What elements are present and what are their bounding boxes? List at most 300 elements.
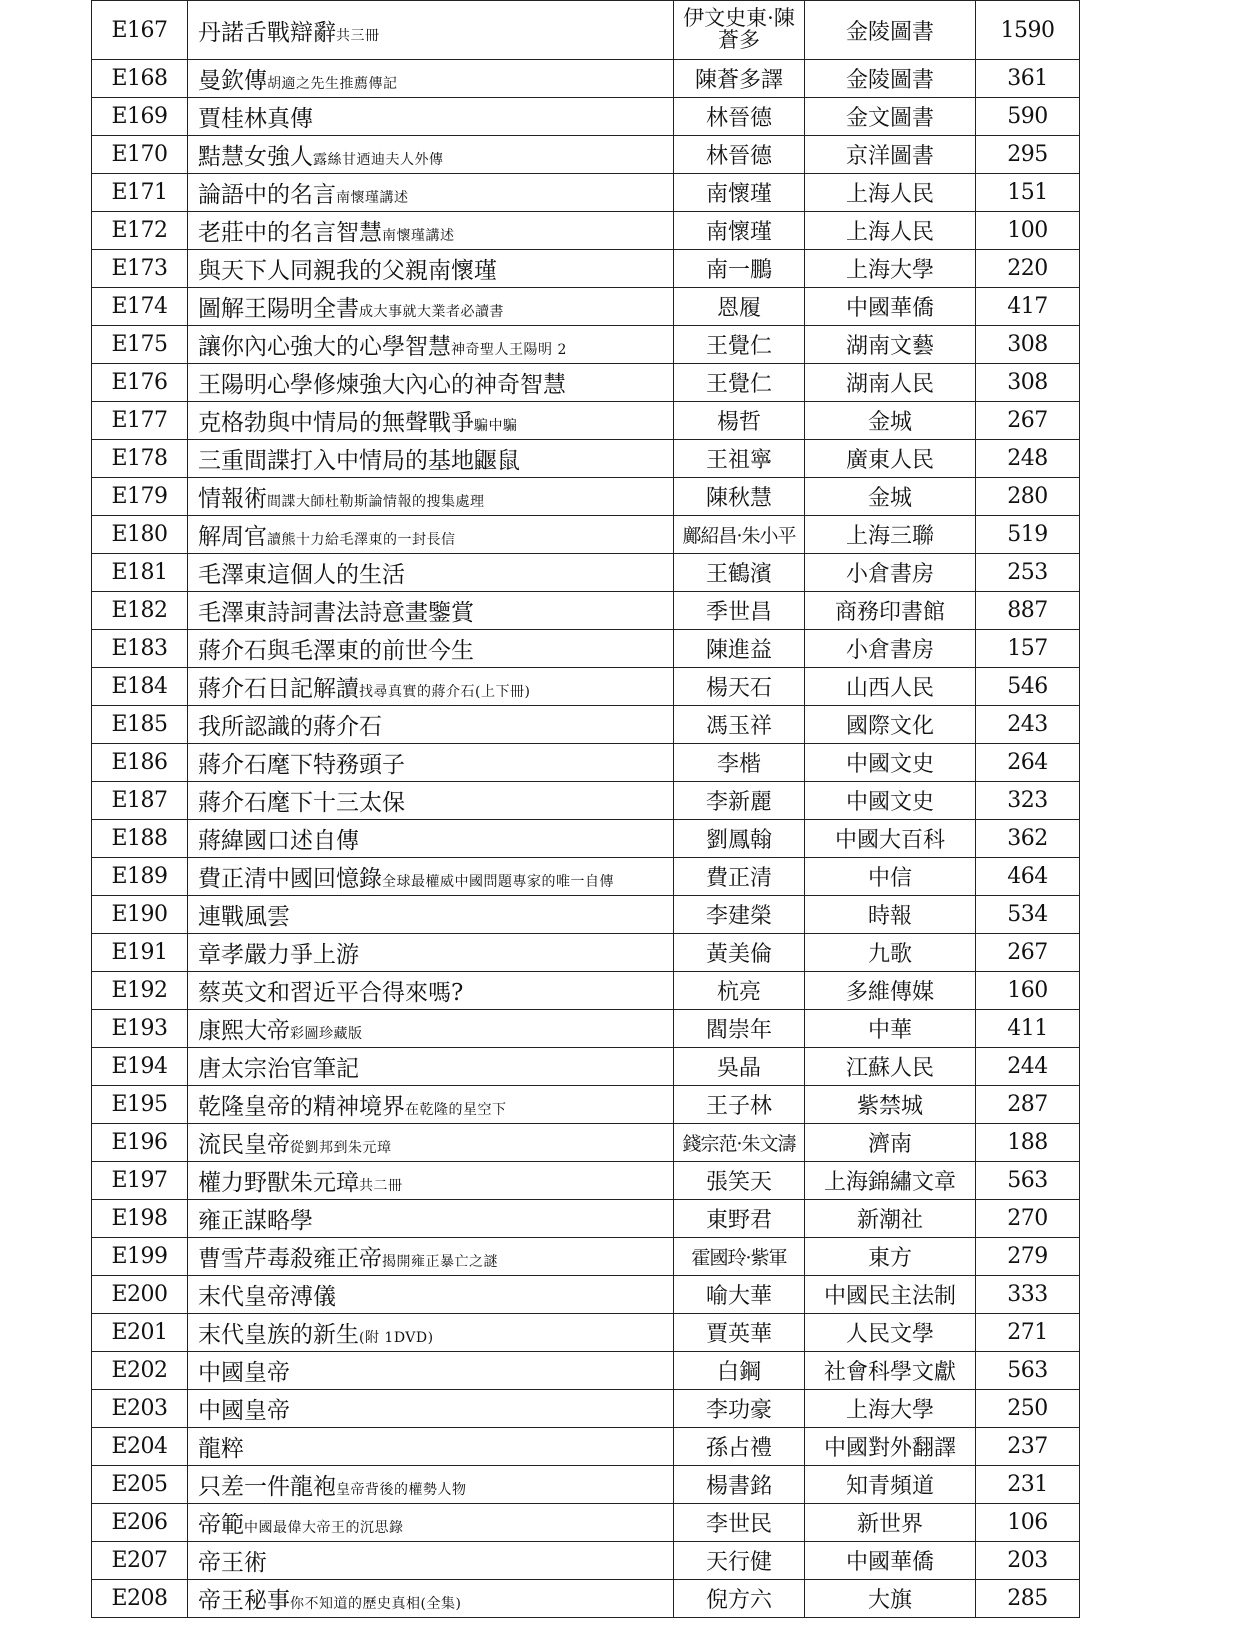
book-publisher-cell: 金文圖書 [805,98,976,136]
book-title: 帝王術 [198,1550,267,1576]
book-author: 霍國玲·紫軍 [691,1247,787,1269]
book-author-cell [674,364,805,402]
book-author-cell [674,820,805,858]
book-subtitle: 讀熊十力給毛澤東的一封長信 [267,532,456,548]
book-pages-cell: 220 [976,250,1080,288]
book-title: 流民皇帝 [198,1132,290,1158]
table-row [92,1238,1080,1276]
book-pages-cell: 106 [976,1504,1080,1542]
book-publisher-cell: 金城 [805,402,976,440]
book-author: 陳秋慧 [705,486,772,511]
book-author-cell [674,896,805,934]
book-id-cell: E193 [92,1010,188,1048]
book-title: 只差一件龍袍 [198,1474,336,1500]
book-title-cell [188,668,674,706]
book-publisher-cell: 新世界 [805,1504,976,1542]
book-id-cell: E197 [92,1162,188,1200]
table-row [92,896,1080,934]
book-title: 論語中的名言 [198,182,336,208]
book-title: 克格勃與中情局的無聲戰爭 [198,410,474,436]
book-id-cell: E178 [92,440,188,478]
book-id-cell: E176 [92,364,188,402]
book-title-cell [188,1010,674,1048]
book-pages-cell: 287 [976,1086,1080,1124]
book-title-cell [188,934,674,972]
book-publisher-cell: 東方 [805,1238,976,1276]
book-author: 陳蒼多譯 [694,68,783,93]
book-title-cell [188,820,674,858]
book-publisher-cell: 上海三聯 [805,516,976,554]
book-title-cell [188,554,674,592]
book-title-cell [188,1276,674,1314]
book-id-cell: E204 [92,1428,188,1466]
book-author-cell [674,250,805,288]
book-subtitle: 南懷瑾講述 [382,228,455,244]
book-author: 季世昌 [705,600,772,625]
book-pages-cell: 264 [976,744,1080,782]
book-title: 章孝嚴力爭上游 [198,942,359,968]
book-pages-cell: 887 [976,592,1080,630]
book-subtitle: 神奇聖人王陽明 2 [451,342,567,358]
book-title: 情報術 [198,486,267,512]
table-row [92,858,1080,896]
book-id-cell: E186 [92,744,188,782]
book-pages-cell: 519 [976,516,1080,554]
book-title: 曹雪芹毒殺雍正帝 [198,1246,382,1272]
book-id-cell: E174 [92,288,188,326]
book-pages-cell: 295 [976,136,1080,174]
book-pages-cell: 285 [976,1580,1080,1618]
book-title-cell [188,136,674,174]
book-pages-cell: 546 [976,668,1080,706]
book-author: 東野君 [705,1208,772,1233]
book-publisher-cell: 大旗 [805,1580,976,1618]
book-title: 曼欽傳 [198,68,267,94]
book-title-cell [188,478,674,516]
book-title-cell [188,744,674,782]
book-title: 蔡英文和習近平合得來嗎? [198,980,464,1006]
book-title-cell [188,896,674,934]
table-row [92,364,1080,402]
book-author-cell [674,1428,805,1466]
book-author-cell [674,1238,805,1276]
book-title-cell [188,174,674,212]
book-author: 伊文史東·陳蒼多 [683,6,795,52]
book-author-cell [674,1276,805,1314]
book-subtitle: 全球最權威中國問題專家的唯一自傳 [382,874,614,890]
book-pages-cell: 534 [976,896,1080,934]
book-author-cell [674,1314,805,1352]
book-title-cell [188,1314,674,1352]
book-publisher-cell: 中信 [805,858,976,896]
book-publisher-cell: 九歌 [805,934,976,972]
book-title-cell [188,1466,674,1504]
book-author: 李楷 [716,752,761,777]
book-title-cell [188,250,674,288]
book-pages-cell: 411 [976,1010,1080,1048]
book-title: 毛澤東這個人的生活 [198,562,405,588]
book-id-cell: E183 [92,630,188,668]
book-title: 賈桂林真傳 [198,106,313,132]
book-publisher-cell: 中國大百科 [805,820,976,858]
book-pages-cell: 157 [976,630,1080,668]
book-author-cell [674,592,805,630]
book-title-cell [188,1504,674,1542]
book-id-cell: E175 [92,326,188,364]
book-pages-cell: 248 [976,440,1080,478]
book-author: 李世民 [705,1512,772,1537]
book-title-cell [188,364,674,402]
book-list-sheet [91,0,1066,1618]
book-pages-cell: 333 [976,1276,1080,1314]
book-subtitle: 彩圖珍藏版 [290,1026,363,1042]
book-pages-cell: 151 [976,174,1080,212]
book-pages-cell: 563 [976,1162,1080,1200]
table-row [92,744,1080,782]
book-title: 蔣緯國口述自傳 [198,828,359,854]
book-author: 張笑天 [705,1170,772,1195]
table-row [92,1314,1080,1352]
book-id-cell: E205 [92,1466,188,1504]
book-publisher-cell: 中華 [805,1010,976,1048]
book-id-cell: E203 [92,1390,188,1428]
book-title-cell [188,1,674,60]
book-table [91,0,1080,1618]
book-publisher-cell: 中國民主法制 [805,1276,976,1314]
book-title: 解周官 [198,524,267,550]
book-pages-cell: 100 [976,212,1080,250]
book-title-cell [188,212,674,250]
book-author-cell [674,934,805,972]
book-title-cell [188,440,674,478]
book-publisher-cell: 上海人民 [805,174,976,212]
book-table-body [92,1,1080,1618]
book-title-cell [188,858,674,896]
book-title: 三重間諜打入中情局的基地鼴鼠 [198,448,520,474]
book-author: 孫占禮 [705,1436,772,1461]
book-subtitle: 中國最偉大帝王的沉思錄 [244,1520,404,1536]
book-author: 王祖寧 [705,448,772,473]
book-subtitle: 共二冊 [359,1178,403,1194]
book-id-cell: E200 [92,1276,188,1314]
book-subtitle: 間諜大師杜勒斯論情報的搜集處理 [267,494,485,510]
book-publisher-cell: 時報 [805,896,976,934]
book-publisher-cell: 紫禁城 [805,1086,976,1124]
book-author-cell [674,516,805,554]
book-id-cell: E172 [92,212,188,250]
book-author-cell [674,1352,805,1390]
book-title: 我所認識的蔣介石 [198,714,382,740]
table-row [92,934,1080,972]
book-pages-cell: 271 [976,1314,1080,1352]
table-row [92,1200,1080,1238]
book-id-cell: E196 [92,1124,188,1162]
book-pages-cell: 361 [976,60,1080,98]
book-title: 與天下人同親我的父親南懷瑾 [198,258,497,284]
book-author: 賈英華 [705,1322,772,1347]
book-title-cell [188,326,674,364]
book-author: 吳晶 [716,1056,761,1081]
book-id-cell: E179 [92,478,188,516]
book-author-cell [674,288,805,326]
book-title: 蔣介石與毛澤東的前世今生 [198,638,474,664]
table-row [92,60,1080,98]
table-row [92,706,1080,744]
book-pages-cell: 279 [976,1238,1080,1276]
table-row [92,630,1080,668]
book-author-cell [674,744,805,782]
book-id-cell: E182 [92,592,188,630]
book-author: 南懷瑾 [705,220,772,245]
book-author-cell [674,478,805,516]
book-subtitle: 你不知道的歷史真相(全集) [290,1596,462,1612]
table-row [92,1010,1080,1048]
book-id-cell: E206 [92,1504,188,1542]
book-title-cell [188,1124,674,1162]
book-title: 費正清中國回憶錄 [198,866,382,892]
book-title-cell [188,288,674,326]
book-title-cell [188,1200,674,1238]
book-subtitle: 成大事就大業者必讀書 [359,304,504,320]
book-title-cell [188,1352,674,1390]
book-author-cell [674,630,805,668]
book-title: 末代皇帝溥儀 [198,1284,336,1310]
book-title-cell [188,972,674,1010]
table-row [92,288,1080,326]
table-row [92,782,1080,820]
book-publisher-cell: 中國對外翻譯 [805,1428,976,1466]
book-author: 馮玉祥 [705,714,772,739]
table-row [92,1504,1080,1542]
book-author: 王鶴濱 [705,562,772,587]
book-title: 黠慧女強人 [198,144,313,170]
book-pages-cell: 464 [976,858,1080,896]
book-author-cell [674,972,805,1010]
book-author: 陳進益 [705,638,772,663]
book-title-cell [188,1390,674,1428]
book-pages-cell: 417 [976,288,1080,326]
book-title-cell [188,402,674,440]
book-id-cell: E167 [92,1,188,60]
table-row [92,136,1080,174]
book-subtitle: 揭開雍正暴亡之謎 [382,1254,498,1270]
book-title: 權力野獸朱元璋 [198,1170,359,1196]
book-author: 楊天石 [705,676,772,701]
book-publisher-cell: 新潮社 [805,1200,976,1238]
book-pages-cell: 188 [976,1124,1080,1162]
book-title: 帝王秘事 [198,1588,290,1614]
book-publisher-cell: 小倉書房 [805,630,976,668]
book-author-cell [674,136,805,174]
book-pages-cell: 590 [976,98,1080,136]
book-title: 丹諾舌戰辯辭 [198,19,336,46]
book-author-cell [674,858,805,896]
book-author-cell [674,1010,805,1048]
table-row [92,972,1080,1010]
book-author: 杭亮 [716,980,761,1005]
book-id-cell: E177 [92,402,188,440]
book-author-cell [674,1124,805,1162]
table-row [92,1352,1080,1390]
book-subtitle: 露絲甘迺迪夫人外傳 [313,152,444,168]
table-row [92,516,1080,554]
book-publisher-cell: 金陵圖書 [805,1,976,60]
book-id-cell: E195 [92,1086,188,1124]
book-author: 李新麗 [705,790,772,815]
book-pages-cell: 1590 [976,1,1080,60]
book-title-cell [188,1580,674,1618]
book-id-cell: E188 [92,820,188,858]
book-author: 費正清 [705,866,772,891]
book-subtitle: 共三冊 [336,27,380,44]
book-title-cell [188,592,674,630]
table-row [92,440,1080,478]
book-publisher-cell: 廣東人民 [805,440,976,478]
book-author-cell [674,1,805,60]
book-author: 王覺仁 [705,334,772,359]
book-author: 楊哲 [716,410,761,435]
book-publisher-cell: 金陵圖書 [805,60,976,98]
book-id-cell: E181 [92,554,188,592]
table-row [92,668,1080,706]
book-id-cell: E198 [92,1200,188,1238]
book-author-cell [674,174,805,212]
book-pages-cell: 323 [976,782,1080,820]
book-author: 王子林 [705,1094,772,1119]
book-author: 閻崇年 [705,1018,772,1043]
book-title-cell [188,1162,674,1200]
book-subtitle: 騙中騙 [474,418,518,434]
book-author: 鄺紹昌·朱小平 [682,525,796,547]
book-id-cell: E192 [92,972,188,1010]
book-pages-cell: 243 [976,706,1080,744]
book-id-cell: E170 [92,136,188,174]
table-row [92,820,1080,858]
book-publisher-cell: 人民文學 [805,1314,976,1352]
table-row [92,402,1080,440]
book-author-cell [674,402,805,440]
book-subtitle: 在乾隆的星空下 [405,1102,507,1118]
book-title-cell [188,1428,674,1466]
book-author-cell [674,212,805,250]
book-pages-cell: 231 [976,1466,1080,1504]
book-id-cell: E168 [92,60,188,98]
book-title: 蔣介石日記解讀 [198,676,359,702]
book-title: 乾隆皇帝的精神境界 [198,1094,405,1120]
book-title: 連戰風雲 [198,904,290,930]
book-pages-cell: 267 [976,934,1080,972]
book-title: 康熙大帝 [198,1018,290,1044]
book-pages-cell: 244 [976,1048,1080,1086]
book-pages-cell: 270 [976,1200,1080,1238]
book-publisher-cell: 社會科學文獻 [805,1352,976,1390]
book-publisher-cell: 上海大學 [805,250,976,288]
book-title: 老莊中的名言智慧 [198,220,382,246]
book-publisher-cell: 湖南人民 [805,364,976,402]
book-pages-cell: 308 [976,326,1080,364]
book-subtitle: (附 1DVD) [359,1330,434,1346]
book-publisher-cell: 知青頻道 [805,1466,976,1504]
book-author: 錢宗范·朱文濤 [682,1133,796,1155]
book-id-cell: E190 [92,896,188,934]
book-id-cell: E191 [92,934,188,972]
table-row [92,174,1080,212]
book-publisher-cell: 多維傳媒 [805,972,976,1010]
table-row [92,212,1080,250]
book-title: 末代皇族的新生 [198,1322,359,1348]
book-author: 喻大華 [705,1284,772,1309]
book-id-cell: E189 [92,858,188,896]
book-publisher-cell: 中國文史 [805,782,976,820]
book-author: 南一鵬 [705,258,772,283]
table-row [92,554,1080,592]
book-id-cell: E187 [92,782,188,820]
book-publisher-cell: 江蘇人民 [805,1048,976,1086]
book-author: 南懷瑾 [705,182,772,207]
table-row [92,592,1080,630]
book-publisher-cell: 上海人民 [805,212,976,250]
book-id-cell: E173 [92,250,188,288]
book-publisher-cell: 國際文化 [805,706,976,744]
book-author: 林晉德 [705,144,772,169]
book-publisher-cell: 中國文史 [805,744,976,782]
book-author-cell [674,1048,805,1086]
book-author: 黃美倫 [705,942,772,967]
book-subtitle: 找尋真實的蔣介石(上下冊) [359,684,531,700]
book-author: 李功豪 [705,1398,772,1423]
book-title: 圖解王陽明全書 [198,296,359,322]
book-title: 毛澤東詩詞書法詩意畫鑒賞 [198,600,474,626]
book-publisher-cell: 小倉書房 [805,554,976,592]
table-row [92,1,1080,60]
book-author-cell [674,782,805,820]
book-author-cell [674,1200,805,1238]
table-row [92,1542,1080,1580]
book-author: 林晉德 [705,106,772,131]
book-pages-cell: 308 [976,364,1080,402]
table-row [92,326,1080,364]
book-publisher-cell: 山西人民 [805,668,976,706]
book-id-cell: E171 [92,174,188,212]
book-author-cell [674,1162,805,1200]
book-author: 天行健 [705,1550,772,1575]
book-title: 蔣介石麾下特務頭子 [198,752,405,778]
book-publisher-cell: 京洋圖書 [805,136,976,174]
book-subtitle: 從劉邦到朱元璋 [290,1140,392,1156]
book-author: 王覺仁 [705,372,772,397]
book-author: 倪方六 [705,1588,772,1613]
book-title-cell [188,1086,674,1124]
book-pages-cell: 250 [976,1390,1080,1428]
book-title-cell [188,630,674,668]
book-author-cell [674,1086,805,1124]
table-row [92,1276,1080,1314]
book-author: 恩履 [716,296,761,321]
book-title: 讓你內心強大的心學智慧 [198,334,451,360]
book-author-cell [674,1542,805,1580]
book-publisher-cell: 中國華僑 [805,1542,976,1580]
table-row [92,1390,1080,1428]
table-row [92,1466,1080,1504]
book-pages-cell: 362 [976,820,1080,858]
book-subtitle: 皇帝背後的權勢人物 [336,1482,467,1498]
book-author-cell [674,1580,805,1618]
book-author-cell [674,440,805,478]
book-author-cell [674,1504,805,1542]
table-row [92,478,1080,516]
book-title: 王陽明心學修煉強大內心的神奇智慧 [198,372,566,398]
book-title: 中國皇帝 [198,1360,290,1386]
